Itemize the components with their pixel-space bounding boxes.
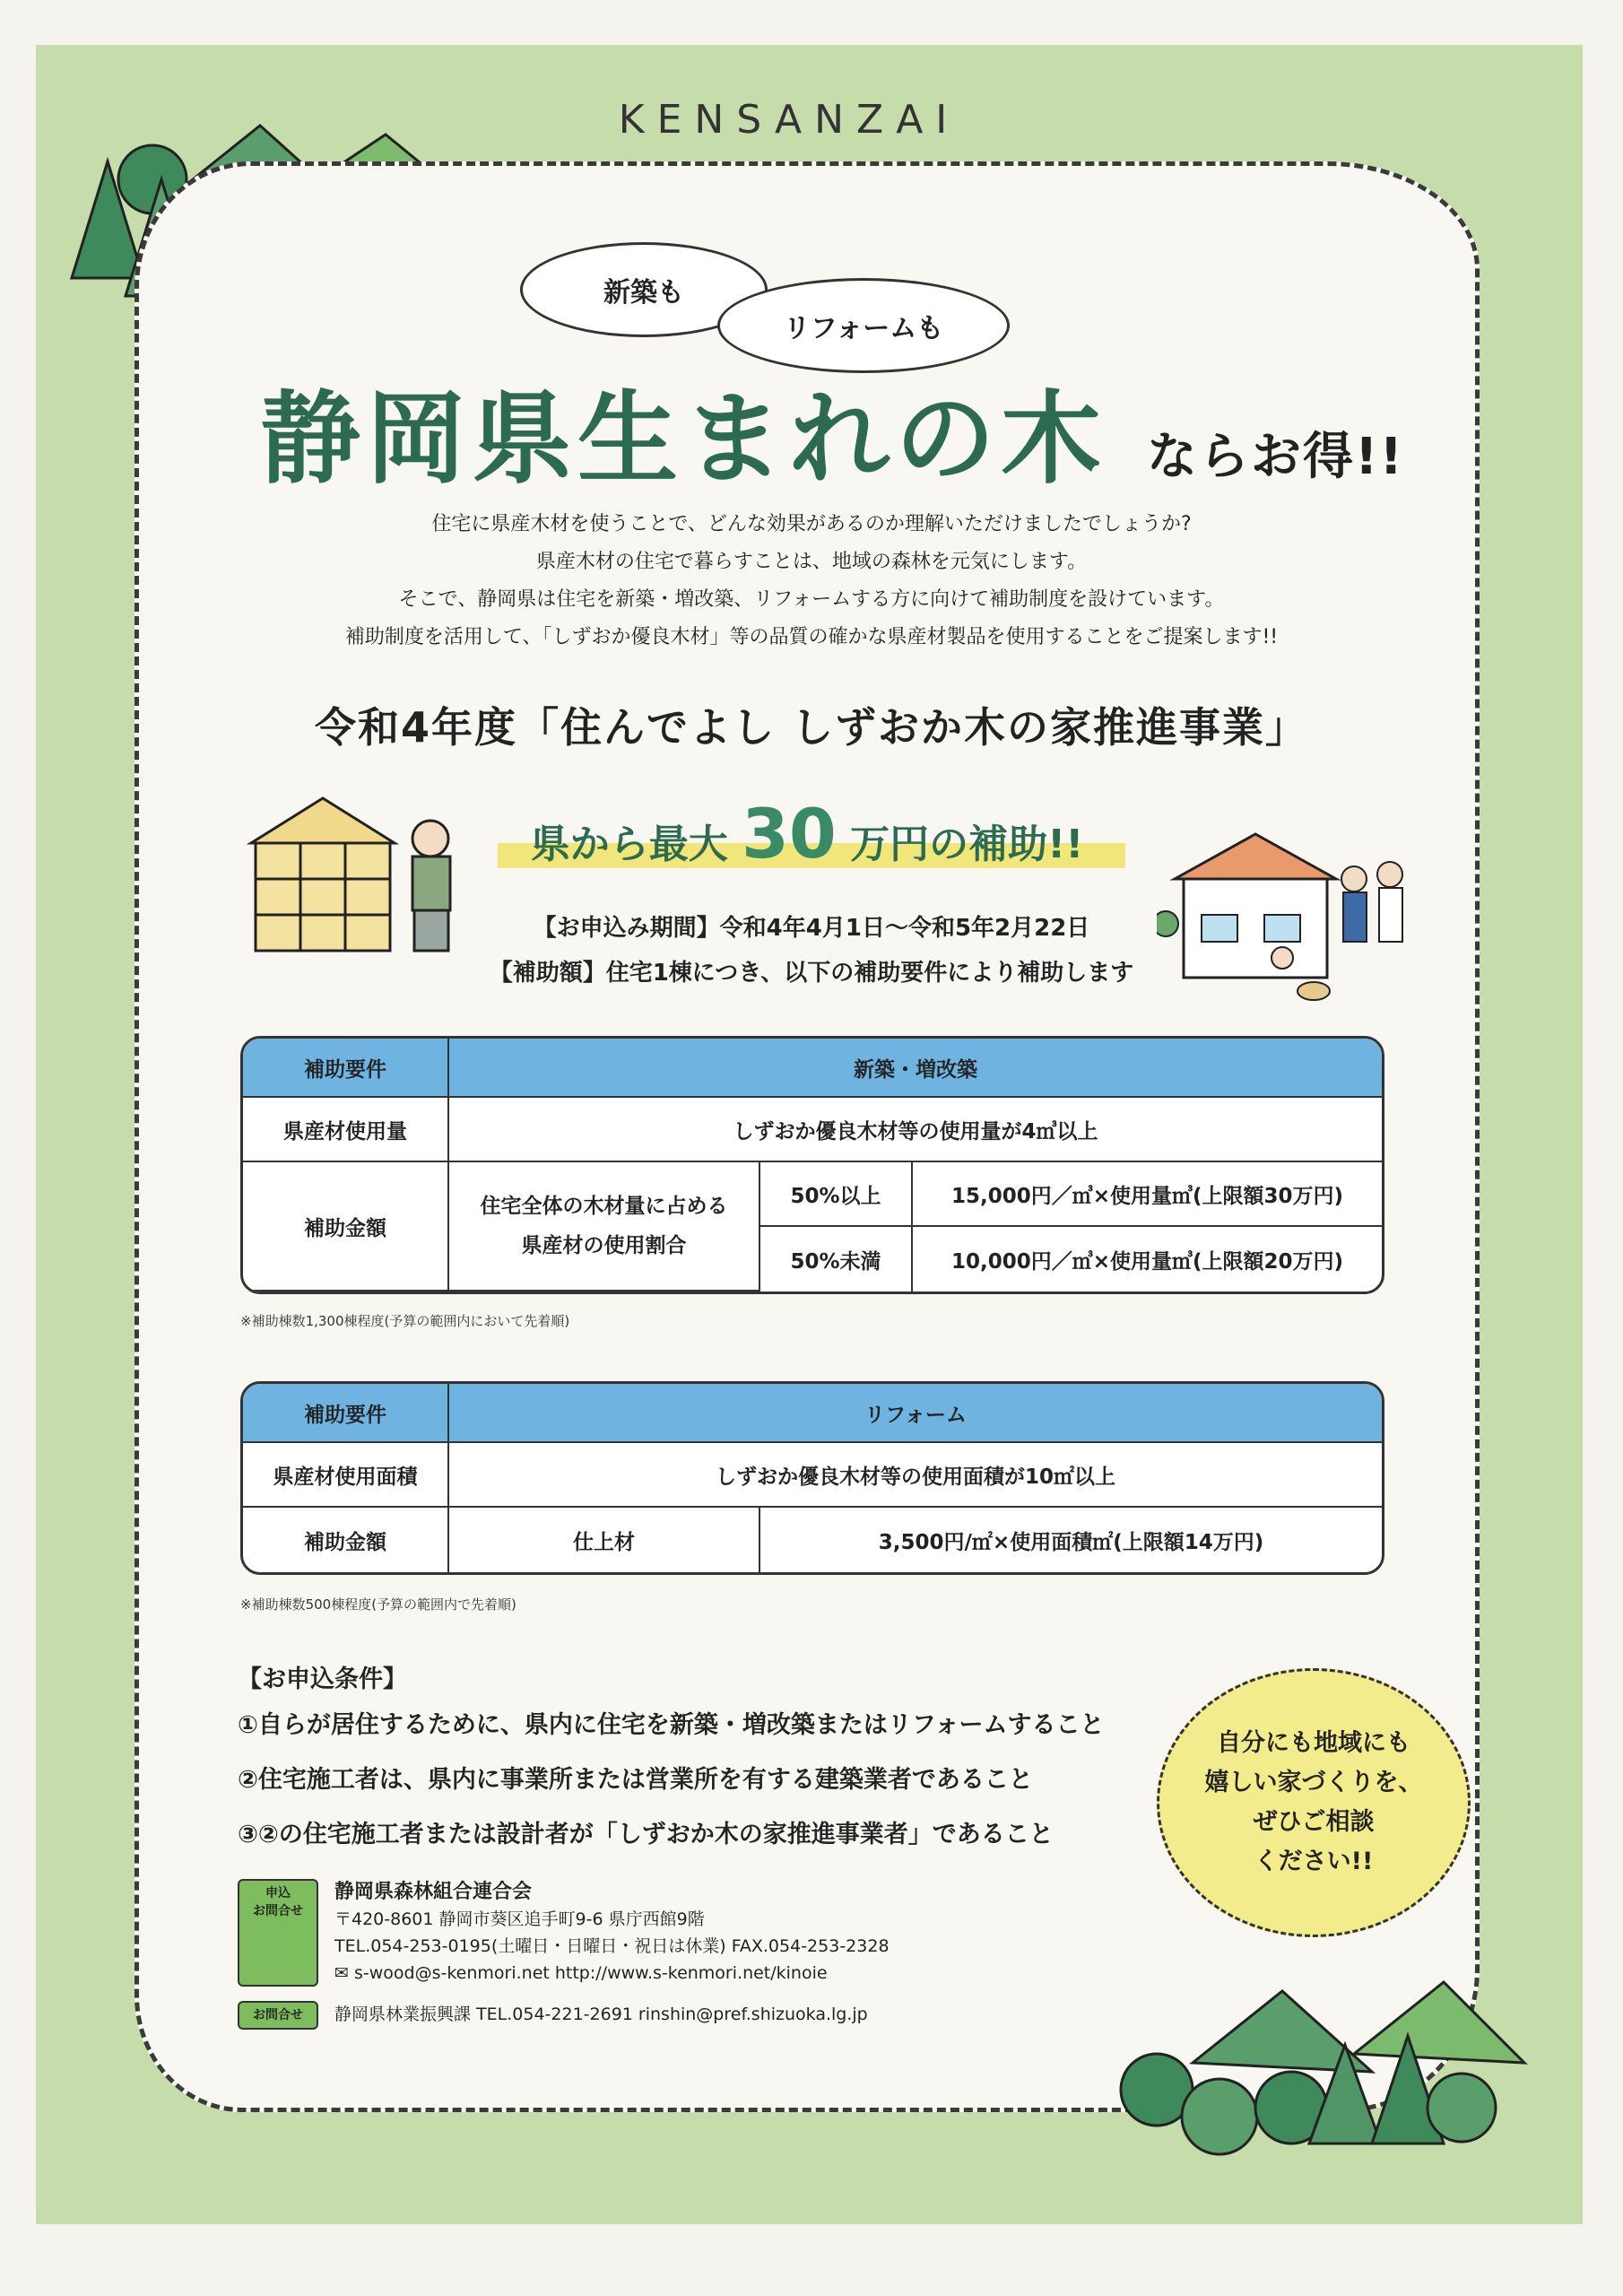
table2-header-type: リフォーム: [449, 1384, 1382, 1443]
contact1-web-text[interactable]: s-wood@s-kenmori.net http://www.s-kenmori.net/kinoie: [353, 1963, 828, 1983]
table2-note: ※補助棟数500棟程度(予算の範囲内で先着順): [240, 1596, 516, 1613]
intro-line: 住宅に県産木材を使うことで、どんな効果があるのか理解いただけましたでしょうか?: [431, 513, 1192, 535]
intro-line: 県産木材の住宅で暮らすことは、地域の森林を元気にします。: [535, 551, 1088, 573]
application-period: [359, 906, 1264, 996]
table1-header-requirement: 補助要件: [243, 1039, 449, 1098]
table1-tier1-value: 15,000円／㎥×使用量㎥(上限額30万円): [913, 1162, 1382, 1227]
contact2-line[interactable]: 静岡県林業振興課 TEL.054-221-2691 rinshin@pref.shizuoka.lg.jp: [334, 2005, 868, 2024]
table1-note: ※補助棟数1,300棟程度(予算の範囲内において先着順): [240, 1313, 570, 1329]
subsidy-headline: [448, 794, 1166, 874]
new-build-subsidy-table: [240, 1036, 1384, 1294]
intro-text: [224, 511, 1399, 662]
table2-row2-material: 仕上材: [449, 1508, 760, 1572]
contact1-org: 静岡県森林組合連合会: [334, 1881, 533, 1903]
table1-row2-label: 補助金額: [243, 1162, 449, 1292]
period-line: 【お申込み期間】令和4年4月1日～令和5年2月22日: [533, 915, 1090, 942]
tag-line: お問合せ: [253, 1904, 303, 1918]
amount-line: 【補助額】住宅1棟につき、以下の補助要件により補助します: [489, 960, 1134, 987]
contact-section: [238, 1879, 1134, 2044]
subsidy-amount: 30: [742, 794, 837, 874]
consult-line: 自分にも地域にも: [1217, 1729, 1410, 1757]
contact1-phone: TEL.054-253-0195(土曜日・日曜日・祝日は休業) FAX.054-253-2328: [334, 1936, 890, 1956]
forest-illustration-bottom-right: [1103, 1964, 1533, 2170]
table2-row2-label: 補助金額: [243, 1508, 449, 1572]
main-title-text: 静岡県生まれの木: [260, 381, 1107, 498]
contact1-address: 〒420-8601 静岡市葵区追手町9-6 県庁西館9階: [334, 1909, 705, 1929]
table1-header-type: 新築・増改築: [449, 1039, 1382, 1098]
table2-row1-label: 県産材使用面積: [243, 1443, 449, 1508]
table2-row1-value: しずおか優良木材等の使用面積が10㎡以上: [449, 1443, 1382, 1508]
application-conditions: [238, 1659, 1134, 1869]
table2-row2-value: 3,500円/㎡×使用面積㎡(上限額14万円): [878, 1530, 1264, 1554]
consult-line: ぜひご相談: [1253, 1808, 1375, 1836]
main-title: [260, 359, 1404, 503]
table1-row1-label: 県産材使用量: [243, 1098, 449, 1162]
table1-row1-value: しずおか優良木材等の使用量が4㎥以上: [449, 1098, 1382, 1162]
application-inquiry-tag: [238, 1879, 318, 1987]
table1-row2-desc-line2: 県産材の使用割合: [521, 1234, 687, 1257]
table1-tier2-ratio: 50%未満: [760, 1227, 913, 1292]
subsidy-suffix: 万円の補助!!: [850, 822, 1084, 867]
subsidy-prefix: 県から最大: [530, 822, 728, 867]
contact1-web[interactable]: [334, 1960, 890, 1987]
bubble-new-build: 新築も: [520, 242, 768, 337]
brand-logo-text: KENSANZAI: [618, 97, 960, 143]
project-title: 令和4年度「住んでよし しずおか木の家推進事業」: [314, 703, 1309, 752]
reform-subsidy-table: [240, 1381, 1384, 1575]
intro-line: そこで、静岡県は住宅を新築・増改築、リフォームする方に向けて補助制度を設けています。: [398, 588, 1225, 611]
table2-header-requirement: 補助要件: [243, 1384, 449, 1443]
consultation-callout: [1157, 1668, 1471, 1937]
consult-line: 嬉しい家づくりを、: [1204, 1769, 1423, 1796]
tag-line: 申込: [265, 1886, 291, 1900]
main-title-suffix: ならお得!!: [1147, 428, 1405, 486]
bubble-reform: リフォームも: [717, 278, 1010, 373]
table1-row2-desc-line1: 住宅全体の木材量に占める: [480, 1195, 728, 1218]
consult-line: ください!!: [1254, 1848, 1374, 1875]
table1-tier2-value: 10,000円／㎥×使用量㎥(上限額20万円): [950, 1249, 1344, 1274]
condition-item: ③②の住宅施工者または設計者が「しずおか木の家推進事業者」であること: [238, 1814, 1134, 1849]
condition-item: ①自らが居住するために、県内に住宅を新築・増改築またはリフォームすること: [238, 1705, 1134, 1740]
table1-row2-desc: [449, 1162, 760, 1292]
intro-line: 補助制度を活用して、「しずおか優良木材」等の品質の確かな県産材製品を使用することをご提案します!!: [344, 626, 1279, 648]
table1-tier1-ratio: 50%以上: [760, 1162, 913, 1227]
inquiry-tag: お問合せ: [238, 2001, 318, 2030]
mail-icon: ✉: [334, 1963, 354, 1983]
conditions-title: 【お申込条件】: [238, 1665, 407, 1693]
condition-item: ②住宅施工者は、県内に事業所または営業所を有する建築業者であること: [238, 1760, 1134, 1795]
